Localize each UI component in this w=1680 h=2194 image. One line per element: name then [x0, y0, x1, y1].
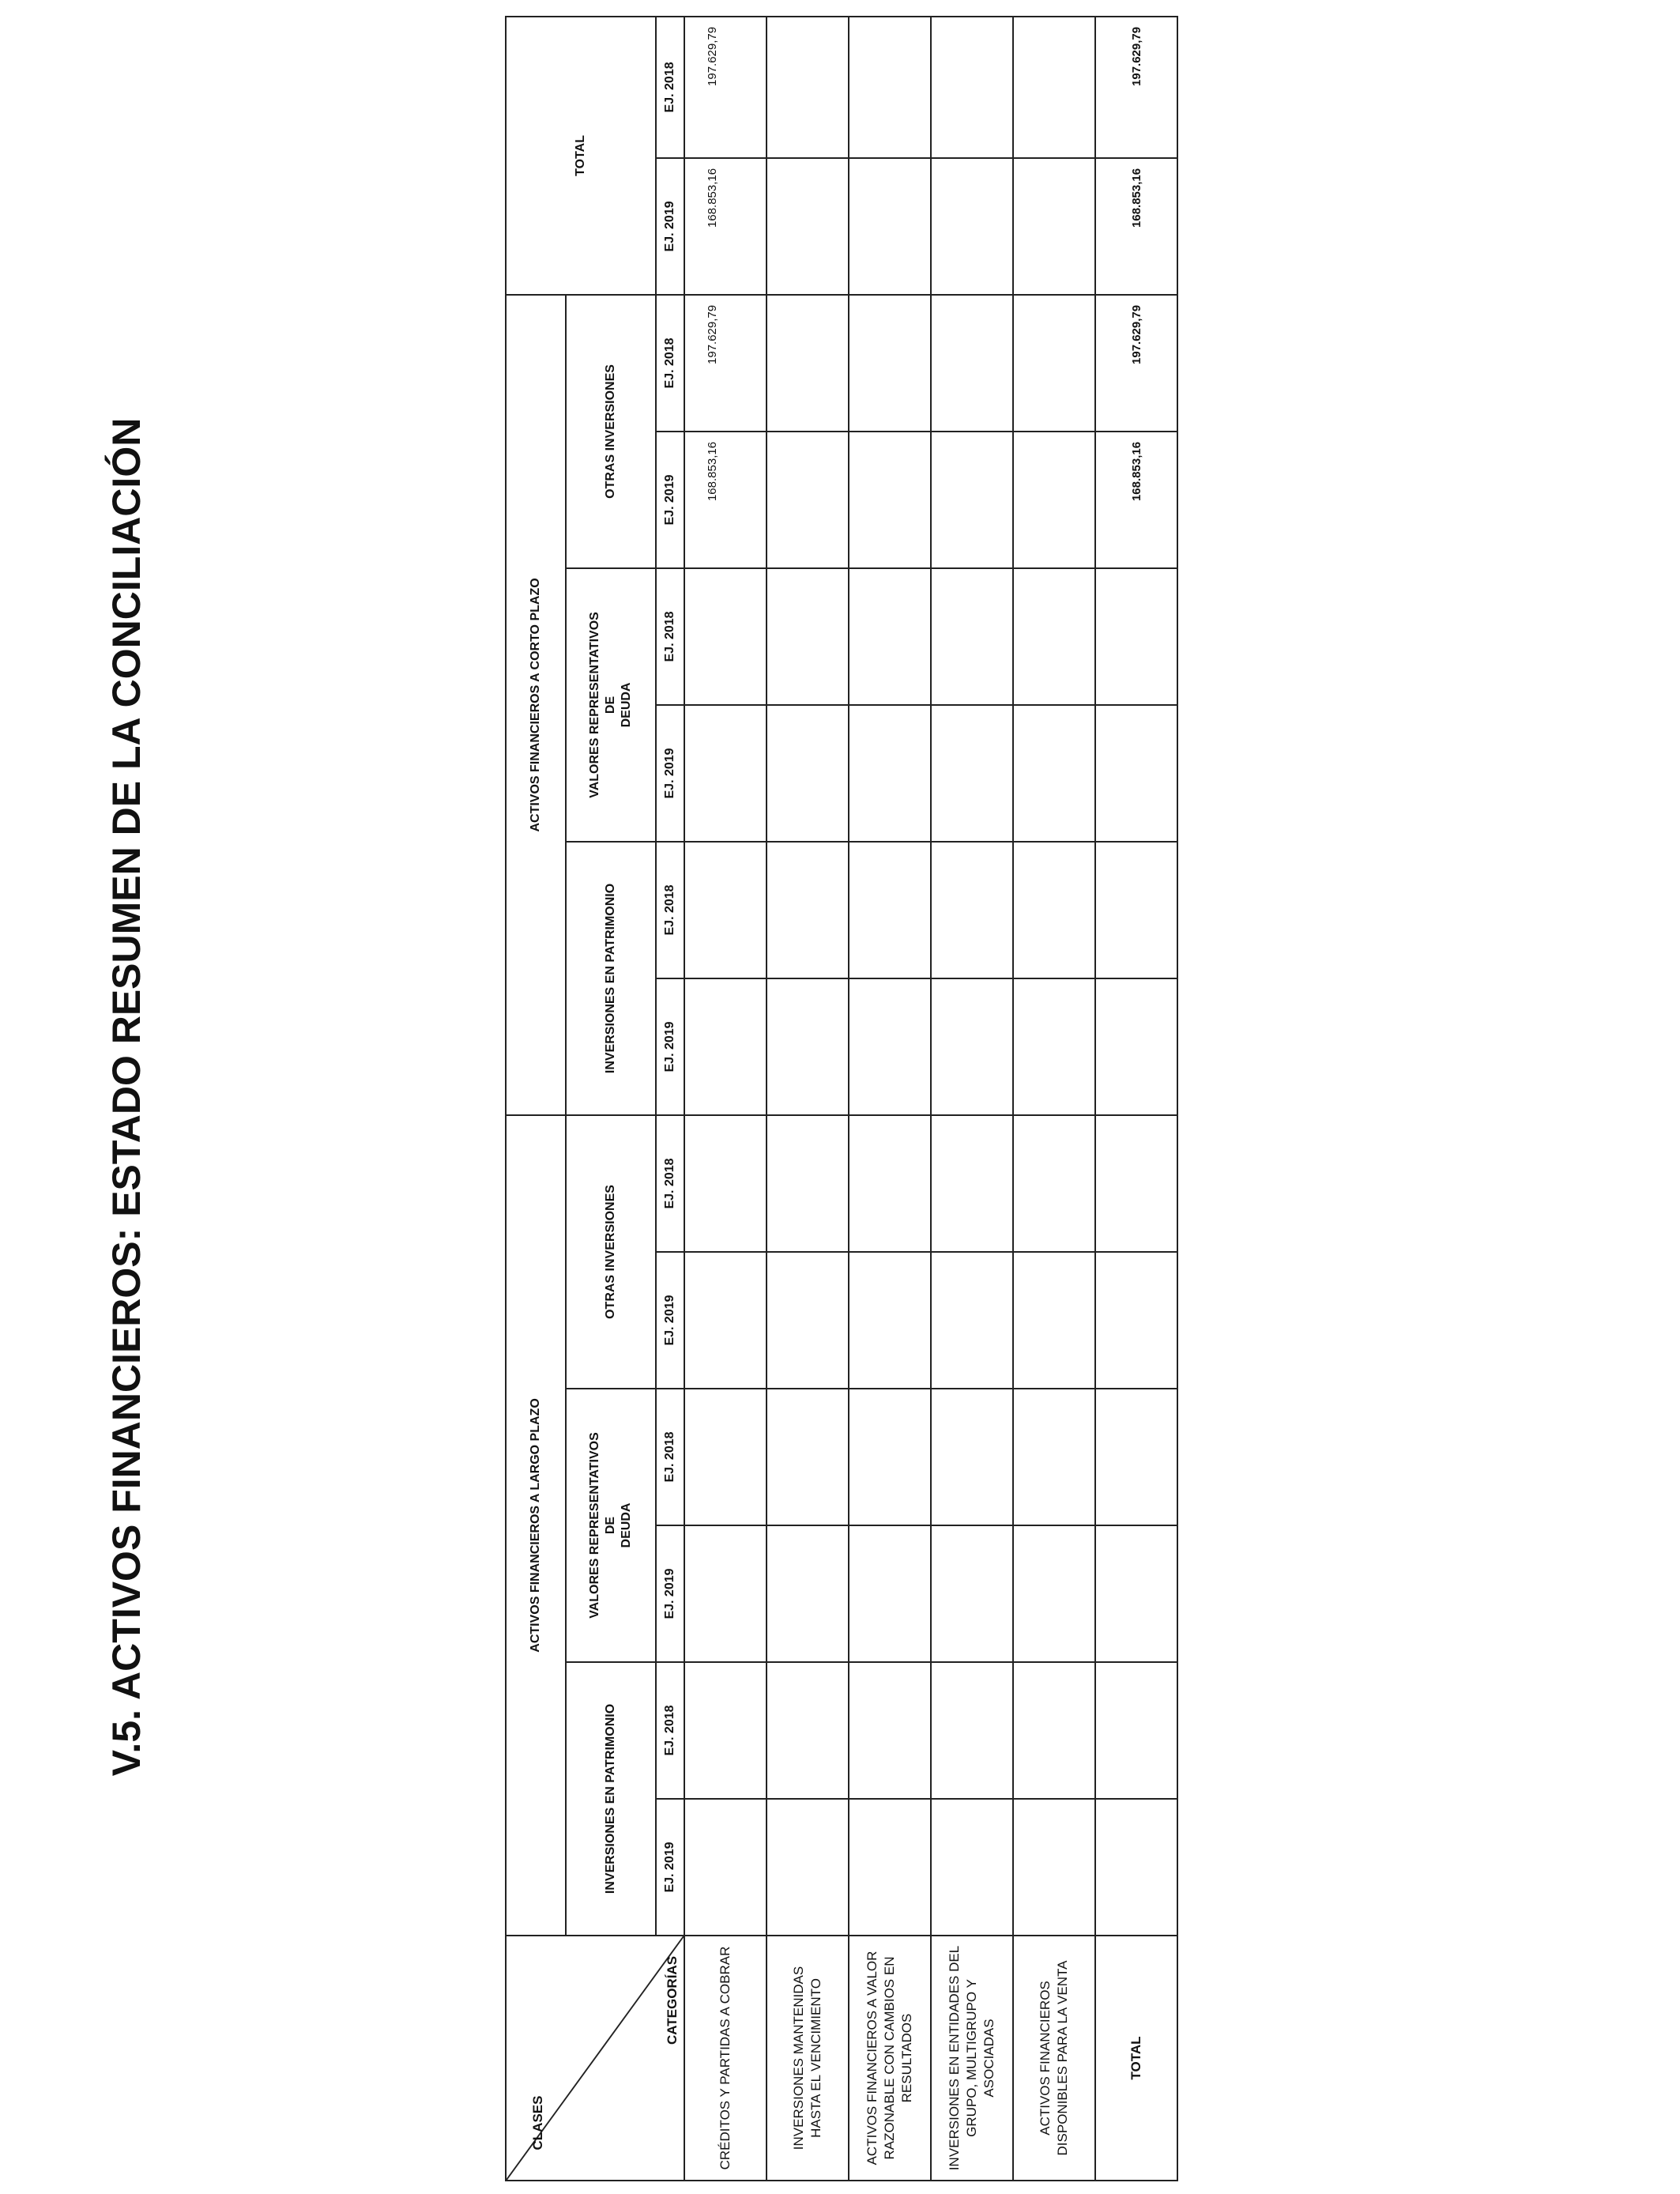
header-corner — [506, 1936, 684, 2181]
value-cell — [849, 978, 931, 1115]
value-cell — [1013, 568, 1095, 705]
value-cell — [1013, 295, 1095, 432]
table-row — [849, 17, 931, 2181]
value-cell: 168.853,16 — [1095, 432, 1177, 568]
year-header: EJ. 2018 — [656, 295, 684, 432]
row-label: TOTAL — [1095, 1936, 1177, 2181]
value-cell — [1013, 705, 1095, 842]
value-cell — [1013, 158, 1095, 295]
value-cell — [931, 1252, 1013, 1389]
value-cell — [931, 1799, 1013, 1936]
header-lp-otras-inversiones: OTRAS INVERSIONES — [566, 1115, 656, 1389]
value-cell — [931, 1115, 1013, 1252]
value-cell — [849, 295, 931, 432]
value-cell — [767, 1525, 849, 1662]
value-cell — [684, 705, 767, 842]
value-cell — [1095, 1799, 1177, 1936]
header-lp-inv-patrimonio: INVERSIONES EN PATRIMONIO — [566, 1662, 656, 1936]
value-cell — [849, 1799, 931, 1936]
value-cell — [767, 978, 849, 1115]
value-cell — [1013, 1115, 1095, 1252]
header-largo-plazo: ACTIVOS FINANCIEROS A LARGO PLAZO — [506, 1115, 566, 1936]
value-cell — [1013, 842, 1095, 978]
header-categorias: CATEGORÍAS — [665, 1955, 680, 2045]
header-clases: CLASES — [530, 2095, 545, 2151]
value-cell — [767, 432, 849, 568]
value-cell — [1095, 1662, 1177, 1799]
value-cell — [684, 568, 767, 705]
value-cell — [1095, 568, 1177, 705]
header-cp-valores-deuda: VALORES REPRESENTATIVOS DE DEUDA — [566, 568, 656, 842]
row-label: ACTIVOS FINANCIEROS DISPONIBLES PARA LA VENTA — [1013, 1936, 1095, 2181]
value-cell — [931, 842, 1013, 978]
header-corto-plazo: ACTIVOS FINANCIEROS A CORTO PLAZO — [506, 295, 566, 1115]
table-row — [684, 17, 767, 2181]
value-cell — [849, 842, 931, 978]
value-cell — [1013, 1799, 1095, 1936]
value-cell — [849, 1252, 931, 1389]
value-cell: 168.853,16 — [684, 158, 767, 295]
value-cell — [1095, 978, 1177, 1115]
value-cell — [767, 158, 849, 295]
year-header: EJ. 2019 — [656, 1525, 684, 1662]
value-cell — [684, 1525, 767, 1662]
value-cell — [849, 17, 931, 158]
row-label: ACTIVOS FINANCIEROS A VALOR RAZONABLE CON CAMBIOS EN RESULTADOS — [849, 1936, 931, 2181]
year-header: EJ. 2019 — [656, 158, 684, 295]
row-label: CRÉDITOS Y PARTIDAS A COBRAR — [684, 1936, 767, 2181]
value-cell — [1095, 1252, 1177, 1389]
value-cell — [767, 1662, 849, 1799]
value-cell — [684, 1252, 767, 1389]
value-cell — [767, 17, 849, 158]
value-cell — [931, 1662, 1013, 1799]
value-cell — [684, 842, 767, 978]
value-cell — [931, 432, 1013, 568]
value-cell — [849, 432, 931, 568]
value-cell — [684, 1115, 767, 1252]
value-cell — [1013, 1662, 1095, 1799]
value-cell — [931, 978, 1013, 1115]
header-total: TOTAL — [506, 17, 656, 295]
value-cell — [931, 568, 1013, 705]
year-header: EJ. 2018 — [656, 17, 684, 158]
value-cell: 197.629,79 — [1095, 295, 1177, 432]
value-cell — [1013, 978, 1095, 1115]
year-header: EJ. 2018 — [656, 1389, 684, 1525]
row-label: INVERSIONES EN ENTIDADES DEL GRUPO, MULTIGRUPO Y ASOCIADAS — [931, 1936, 1013, 2181]
year-header: EJ. 2018 — [656, 1662, 684, 1799]
header-lp-valores-deuda: VALORES REPRESENTATIVOS DE DEUDA — [566, 1389, 656, 1662]
value-cell — [767, 1252, 849, 1389]
value-cell: 197.629,79 — [1095, 17, 1177, 158]
year-header: EJ. 2019 — [656, 1799, 684, 1936]
reconciliation-table — [505, 16, 1178, 2181]
value-cell — [1095, 842, 1177, 978]
value-cell — [1095, 1525, 1177, 1662]
value-cell — [931, 158, 1013, 295]
value-cell — [684, 1662, 767, 1799]
value-cell — [849, 1389, 931, 1525]
row-label: INVERSIONES MANTENIDAS HASTA EL VENCIMIENTO — [767, 1936, 849, 2181]
value-cell — [684, 1389, 767, 1525]
value-cell — [849, 1662, 931, 1799]
value-cell — [849, 1525, 931, 1662]
year-header: EJ. 2018 — [656, 842, 684, 978]
value-cell — [931, 1389, 1013, 1525]
value-cell — [767, 568, 849, 705]
value-cell — [1013, 1252, 1095, 1389]
value-cell — [931, 295, 1013, 432]
value-cell — [849, 568, 931, 705]
value-cell — [684, 1799, 767, 1936]
value-cell — [1095, 1115, 1177, 1252]
value-cell — [931, 705, 1013, 842]
table-row — [1095, 17, 1177, 2181]
value-cell: 197.629,79 — [684, 295, 767, 432]
value-cell — [767, 295, 849, 432]
value-cell: 168.853,16 — [684, 432, 767, 568]
value-cell — [1013, 17, 1095, 158]
value-cell — [931, 1525, 1013, 1662]
value-cell — [931, 17, 1013, 158]
year-header: EJ. 2019 — [656, 1252, 684, 1389]
value-cell: 168.853,16 — [1095, 158, 1177, 295]
value-cell — [1095, 705, 1177, 842]
value-cell — [1013, 1389, 1095, 1525]
value-cell — [767, 1115, 849, 1252]
year-header: EJ. 2019 — [656, 432, 684, 568]
header-cp-inv-patrimonio: INVERSIONES EN PATRIMONIO — [566, 842, 656, 1115]
value-cell — [684, 978, 767, 1115]
header-cp-otras-inversiones: OTRAS INVERSIONES — [566, 295, 656, 568]
value-cell — [1013, 1525, 1095, 1662]
page-title: V.5. ACTIVOS FINANCIEROS: ESTADO RESUMEN DE LA CONCILIACIÓN — [104, 417, 149, 1777]
year-header: EJ. 2018 — [656, 568, 684, 705]
value-cell — [1013, 432, 1095, 568]
value-cell — [849, 705, 931, 842]
value-cell — [1095, 1389, 1177, 1525]
year-header: EJ. 2018 — [656, 1115, 684, 1252]
value-cell: 197.629,79 — [684, 17, 767, 158]
table-row — [931, 17, 1013, 2181]
reconciliation-table-wrapper — [505, 16, 1161, 2181]
value-cell — [849, 1115, 931, 1252]
value-cell — [767, 1389, 849, 1525]
value-cell — [767, 842, 849, 978]
table-body — [684, 17, 1177, 2181]
table-row — [1013, 17, 1095, 2181]
year-header: EJ. 2019 — [656, 705, 684, 842]
value-cell — [849, 158, 931, 295]
table-row — [767, 17, 849, 2181]
value-cell — [767, 705, 849, 842]
year-header: EJ. 2019 — [656, 978, 684, 1115]
value-cell — [767, 1799, 849, 1936]
